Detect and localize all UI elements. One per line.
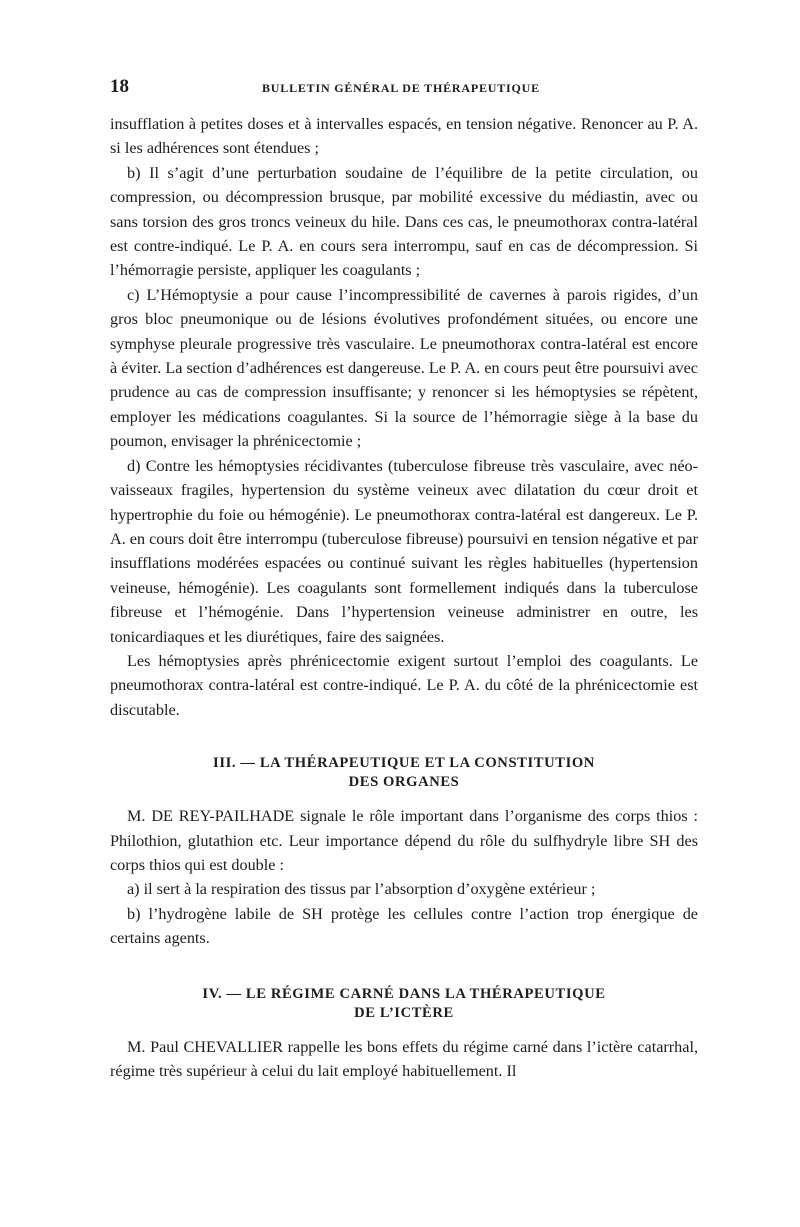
section-heading-line: DE L’ICTÈRE bbox=[354, 1004, 454, 1021]
section-heading-line: IV. — LE RÉGIME CARNÉ DANS LA THÉRAPEUTIQUE bbox=[202, 985, 606, 1002]
paragraph-item-b: b) Il s’agit d’une perturbation soudaine de l’équilibre de la petite circulation, ou compression, ou décompression brusque, par mobilité excessive du médiastin, avec ou sans torsion des gros troncs veineux du hile. Dans ces cas, le pneumothorax contra-latéral est contre-indiqué. Le P. A. en cours sera interrompu, sauf en cas de décompression. Si l’hémorragie persiste, appliquer les coagulants ; bbox=[110, 163, 698, 280]
section-heading-iv bbox=[110, 985, 698, 1023]
running-title: BULLETIN GÉNÉRAL DE THÉRAPEUTIQUE bbox=[262, 81, 540, 95]
page-header bbox=[110, 76, 698, 100]
body-text bbox=[110, 112, 698, 1083]
page-number: 18 bbox=[110, 76, 129, 97]
paragraph-item-a: a) il sert à la respiration des tissus par l’absorption d’oxygène extérieur ; bbox=[127, 880, 596, 899]
section-heading-line: DES ORGANES bbox=[348, 774, 460, 791]
section-heading-iii bbox=[110, 754, 698, 792]
paragraph-item-d: d) Contre les hémoptysies récidivantes (tuberculose fibreuse très vasculaire, avec néo-vaisseaux fragiles, hypertension du système veineux avec dilatation du cœur droit et hypertrophie du foie ou hémogénie). Le pneumothorax contra-latéral est dangereux. Le P. A. en cours doit être interrompu (tuberculose fibreuse) poursuivi en tension négative et par insufflations modérées espacées ou continué suivant les règles habituelles (hypertension veineuse, hémogénie). Les coagulants sont formellement indiqués dans la tuberculose fibreuse et l’hémogénie. Dans l’hypertension veineuse administrer en outre, les tonicardiaques et les diurétiques, faire des saignées. bbox=[110, 456, 698, 646]
paragraph-rey-pailhade: M. DE REY-PAILHADE signale le rôle important dans l’organisme des corps thios : Philothion, glutathion etc. Leur importance dépend du rôle du sulfhydryle libre SH des corps thios qui est double : bbox=[110, 807, 698, 874]
paragraph-item-b-hydrogen: b) l’hydrogène labile de SH protège les cellules contre l’action trop énergique de certains agents. bbox=[110, 904, 698, 948]
section-heading-line: III. — LA THÉRAPEUTIQUE ET LA CONSTITUTION bbox=[213, 755, 595, 772]
paragraph-phrenicectomy: Les hémoptysies après phrénicectomie exigent surtout l’emploi des coagulants. Le pneumothorax contra-latéral est contre-indiqué. Le P. A. du côté de la phrénicectomie est discutable. bbox=[110, 651, 698, 719]
paragraph-chevallier: M. Paul CHEVALLIER rappelle les bons effets du régime carné dans l’ictère catarrhal, régime très supérieur à celui du lait employé habituellement. Il bbox=[110, 1037, 698, 1080]
paragraph-continuation: insufflation à petites doses et à intervalles espacés, en tension négative. Renoncer au P. A. si les adhérences sont étendues ; bbox=[110, 115, 698, 158]
paragraph-item-c: c) L’Hémoptysie a pour cause l’incompressibilité de cavernes à parois rigides, d’un gros bloc pneumonique ou de lésions évolutives profondément situées, ou encore une symphyse pleurale progressive très vasculaire. Le pneumothorax contra-latéral est encore à éviter. La section d’adhérences est dangereuse. Le P. A. en cours peut être poursuivi avec prudence au cas de compression insuffisante; y renoncer si les hémoptysies se répètent, employer les médications coagulantes. Si la source de l’hémorragie siège à la base du poumon, envisager la phrénicectomie ; bbox=[110, 285, 698, 451]
